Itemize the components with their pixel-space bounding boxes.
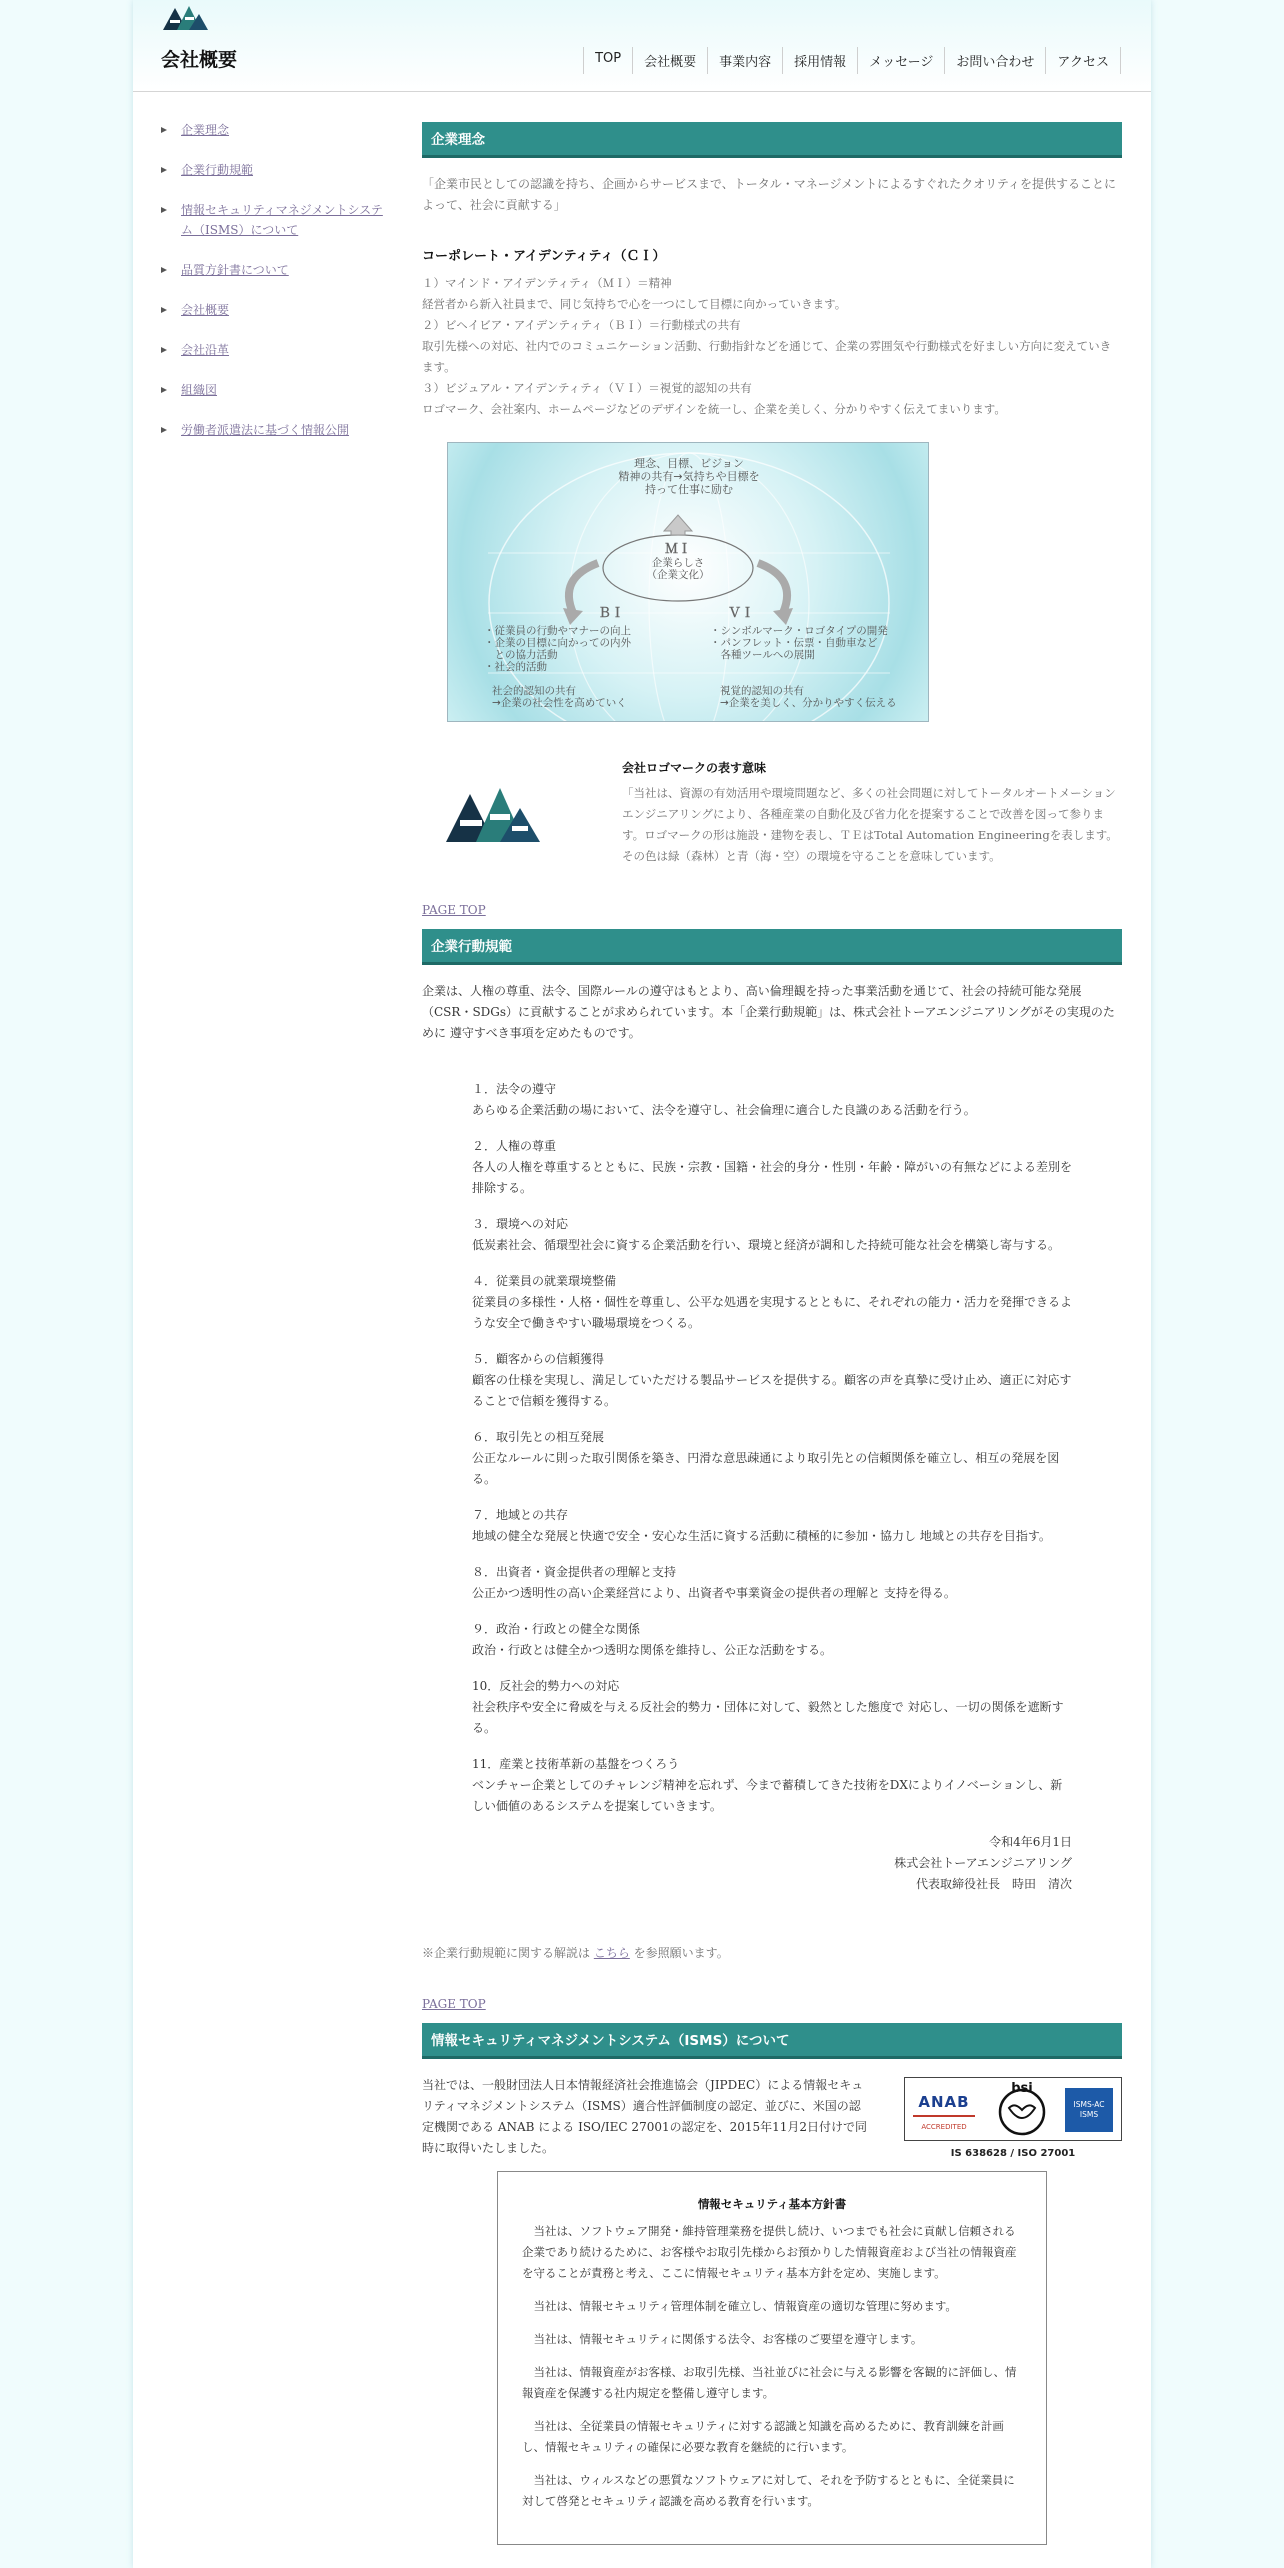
- conduct-item-title: １．法令の遵守: [472, 1082, 557, 1096]
- diagram-text: ・社会的活動: [484, 661, 547, 673]
- nav-business[interactable]: 事業内容: [707, 47, 782, 74]
- sidebar-link-conduct[interactable]: 企業行動規範: [181, 163, 254, 177]
- conduct-item-text: 公正かつ透明性の高い企業経営により、出資者や事業資金の提供者の理解と 支持を得る。: [472, 1586, 956, 1600]
- diagram-vi-bottom: [720, 685, 897, 709]
- ci-description: [422, 273, 1122, 420]
- conduct-item: [472, 1505, 1072, 1547]
- sidebar-item: [161, 200, 391, 240]
- ci-line: １）マインド・アイデンティティ（ＭＩ）＝精神: [422, 276, 672, 290]
- diagram-text: との協力活動: [484, 649, 558, 661]
- conduct-item: [472, 1754, 1072, 1817]
- nav-access[interactable]: アクセス: [1045, 47, 1121, 74]
- conduct-intro: 企業は、人権の尊重、法令、国際ルールの遵守はもとより、高い倫理観を持った事業活動を通じて、社会の持続可能な発展（CSR・SDGs）に貢献することが求められています。本「企業行動規範」は、株式会社トーアエンジニアリングがその実現のために 遵守すべき事項を定めたものです。: [422, 984, 1115, 1040]
- bsi-badge-icon: [995, 2082, 1049, 2136]
- diagram-text: →企業の社会性を高めていく: [492, 697, 627, 709]
- conduct-item: [472, 1079, 1072, 1121]
- conduct-item-text: 社会秩序や安全に脅威を与える反社会的勢力・団体に対して、毅然とした態度で 対応し、一切の関係を遮断する。: [472, 1700, 1064, 1735]
- ci-line: 経営者から新入社員まで、同じ気持ちで心を一つにして目標に向かっていきます。: [422, 297, 847, 311]
- logo-meaning-block: [422, 758, 1122, 888]
- main-content: [422, 122, 1122, 2545]
- diagram-text: →企業を美しく、分かりやすく伝える: [720, 697, 897, 709]
- conduct-item: [472, 1214, 1072, 1256]
- conduct-item-title: ４．従業員の就業環境整備: [472, 1274, 617, 1288]
- isms-ac-label: ISMS-AC: [1073, 2100, 1105, 2109]
- conduct-item-text: 公正なルールに則った取引関係を築き、円滑な意思疎通により取引先との信頼関係を確立し、相互の発展を図る。: [472, 1451, 1060, 1486]
- diagram-text: ・シンボルマーク・ロゴタイプの開発: [710, 625, 888, 637]
- section-heading-isms: 情報セキュリティマネジメントシステム（ISMS）について: [422, 2023, 1122, 2059]
- signature-block: [472, 1832, 1072, 1895]
- conduct-item-title: ８．出資者・資金提供者の理解と支持: [472, 1565, 677, 1579]
- policy-paragraph: 当社は、情報セキュリティ管理体制を確立し、情報資産の適切な管理に努めます。: [533, 2299, 957, 2313]
- conduct-item-title: ６．取引先との相互発展: [472, 1430, 605, 1444]
- certification-badges: [904, 2077, 1122, 2141]
- ci-line: ２）ビヘイビア・アイデンティティ（ＢＩ）＝行動様式の共有: [422, 318, 741, 332]
- nav-top[interactable]: TOP: [583, 47, 632, 74]
- page: [133, 0, 1151, 2568]
- conduct-item-text: 地域の健全な発展と快適で安全・安心な生活に資する活動に積極的に参加・協力し 地域との共存を目指す。: [472, 1529, 1051, 1543]
- philosophy-intro: 「企業市民としての認識を持ち、企画からサービスまで、トータル・マネージメントによるすぐれたクオリティを提供することによって、社会に貢献する」: [422, 177, 1116, 212]
- conduct-item: [472, 1562, 1072, 1604]
- conduct-list: [472, 1079, 1072, 1895]
- policy-paragraph: 当社は、情報資産がお客様、お取引先様、当社並びに社会に与える影響を客観的に評価し、情報資産を保護する社内規定を整備し遵守します。: [522, 2365, 1017, 2400]
- sidebar-link-organization[interactable]: 組織図: [181, 383, 218, 397]
- bsi-label: bsi: [1011, 2081, 1033, 2096]
- global-nav: [583, 47, 1121, 74]
- conduct-item-text: あらゆる企業活動の場において、法令を遵守し、社会倫理に適合した良識のある活動を行う。: [472, 1103, 976, 1117]
- conduct-item-title: ７．地域との共存: [472, 1508, 569, 1522]
- conduct-item-text: 低炭素社会、循環型社会に資する企業活動を行い、環境と経済が調和した持続可能な社会を構築し寄与する。: [472, 1238, 1061, 1252]
- conduct-item-text: 顧客の仕様を実現し、満足していただける製品サービスを提供する。顧客の声を真摯に受け止め、適正に対応することで信頼を獲得する。: [472, 1373, 1072, 1408]
- conduct-note-text: ※企業行動規範に関する解説は: [422, 1946, 594, 1960]
- sidebar-item: [161, 300, 391, 320]
- diagram-bi-label: ＢＩ: [598, 606, 625, 621]
- signature-date: 令和4年6月1日: [989, 1835, 1072, 1849]
- diagram-bi-items: [484, 625, 631, 673]
- diagram-text: 理念、目標、ビジョン: [634, 457, 744, 470]
- conduct-note-text: を参照願います。: [629, 1946, 729, 1960]
- conduct-item-title: ３．環境への対応: [472, 1217, 569, 1231]
- sidebar-item: [161, 260, 391, 280]
- diagram-bi-bottom: [492, 685, 627, 709]
- diagram-text: 精神の共有→気持ちや目標を: [618, 470, 760, 483]
- conduct-item: [472, 1427, 1072, 1490]
- diagram-vi-items: [710, 625, 888, 661]
- sidebar-item: [161, 120, 391, 140]
- conduct-item-title: ５．顧客からの信頼獲得: [472, 1352, 605, 1366]
- sidebar-item: [161, 380, 391, 400]
- cert-caption: IS 638628 / ISO 27001: [950, 2148, 1076, 2159]
- sidebar-link-philosophy[interactable]: 企業理念: [181, 123, 230, 137]
- diagram-text: ・従業員の行動やマナーの向上: [484, 625, 631, 637]
- anab-badge-icon: [913, 2092, 975, 2131]
- section-heading-conduct: 企業行動規範: [422, 929, 1122, 965]
- policy-paragraph: 当社は、全従業員の情報セキュリティに対する認識と知識を高めるために、教育訓練を計画し、情報セキュリティの確保に必要な教育を継続的に行います。: [522, 2419, 1004, 2454]
- diagram-top-text: [448, 457, 929, 496]
- conduct-item: [472, 1676, 1072, 1739]
- isms-ac-sub-label: ISMS: [1079, 2110, 1099, 2119]
- policy-paragraph: 当社は、ウィルスなどの悪質なソフトウェアに対して、それを予防するとともに、全従業員に対して啓発とセキュリティ認識を高める教育を行います。: [522, 2473, 1015, 2508]
- conduct-item: [472, 1349, 1072, 1412]
- diagram-text: ・企業の目標に向かっての内外: [484, 637, 631, 649]
- sidebar-link-isms[interactable]: 情報セキュリティマネジメントシステム（ISMS）について: [181, 203, 383, 237]
- nav-message[interactable]: メッセージ: [857, 47, 944, 74]
- diagram-text: 社会的認知の共有: [492, 685, 576, 697]
- sidebar-link-quality[interactable]: 品質方針書について: [181, 263, 289, 277]
- diagram-text: 企業らしさ: [651, 557, 705, 569]
- isms-ac-badge-icon: [1065, 2088, 1113, 2132]
- diagram-text: 視覚的認知の共有: [720, 685, 804, 697]
- conduct-item-title: 10．反社会的勢力への対応: [472, 1679, 620, 1693]
- sidebar-nav: [161, 120, 391, 460]
- company-logo-icon[interactable]: [161, 2, 209, 32]
- ci-title: コーポレート・アイデンティティ（ＣＩ）: [422, 249, 666, 264]
- conduct-item-title: ２．人権の尊重: [472, 1139, 557, 1153]
- sidebar-item: [161, 160, 391, 180]
- diagram-text: （企業文化）: [646, 569, 710, 581]
- ci-diagram: [447, 442, 929, 722]
- nav-company[interactable]: 会社概要: [632, 47, 707, 74]
- logo-meaning-text: 「当社は、資源の有効活用や環境問題など、多くの社会問題に対してトータルオートメーションエンジニアリングにより、各種産業の自動化及び省力化を提案することで改善を図って参ります。ロゴマークの形は施設・建物を表し、ＴＥはTotal Automation Engineeringを表します。その色は緑（森林）と青（海・空）の環境を守ることを意味しています。: [622, 786, 1118, 863]
- security-policy-title: 情報セキュリティ基本方針書: [697, 2197, 847, 2211]
- anab-sub-label: ACCREDITED: [913, 2115, 975, 2138]
- sidebar-link-overview[interactable]: 会社概要: [181, 303, 230, 317]
- page-top-link[interactable]: PAGE TOP: [422, 1997, 486, 2011]
- signature-company: 株式会社トーアエンジニアリング: [894, 1856, 1072, 1870]
- policy-paragraph: 当社は、ソフトウェア開発・維持管理業務を提供し続け、いつまでも社会に貢献し信頼される企業であり続けるために、お客様やお取引先様からお預かりした情報資産および当社の情報資産を守ることが責務と考え、ここに情報セキュリティ基本方針を定め、実施します。: [522, 2224, 1017, 2280]
- site-header: [133, 0, 1151, 92]
- conduct-item-text: ベンチャー企業としてのチャレンジ精神を忘れず、今まで蓄積してきた技術をDXによりイノベーションし、新しい価値のあるシステムを提案していきます。: [472, 1778, 1063, 1813]
- conduct-item-text: 政治・行政とは健全かつ透明な関係を維持し、公正な活動をする。: [472, 1643, 833, 1657]
- page-title: 会社概要: [161, 49, 238, 71]
- company-logo-large-icon: [442, 780, 542, 846]
- diagram-vi-label: ＶＩ: [728, 606, 755, 621]
- conduct-item: [472, 1619, 1072, 1661]
- security-policy-box: [497, 2171, 1047, 2545]
- nav-recruit[interactable]: 採用情報: [782, 47, 857, 74]
- anab-label: ANAB: [918, 2093, 970, 2111]
- ci-line: ロゴマーク、会社案内、ホームページなどのデザインを統一し、企業を美しく、分かりやすく伝えてまいります。: [422, 402, 1006, 416]
- sidebar-item: [161, 340, 391, 360]
- sidebar-link-dispatch[interactable]: 労働者派遣法に基づく情報公開: [181, 423, 350, 437]
- nav-contact[interactable]: お問い合わせ: [944, 47, 1045, 74]
- section-heading-philosophy: 企業理念: [422, 122, 1122, 158]
- isms-intro-block: [422, 2075, 1122, 2171]
- conduct-item: [472, 1271, 1072, 1334]
- ci-line: ３）ビジュアル・アイデンティティ（ＶＩ）＝視覚的認知の共有: [422, 381, 752, 395]
- conduct-item: [472, 1136, 1072, 1199]
- diagram-text: ・パンフレット・伝票・自動車など: [710, 637, 878, 649]
- diagram-text: 持って仕事に励む: [645, 483, 733, 496]
- conduct-item-text: 各人の人権を尊重するとともに、民族・宗教・国籍・社会的身分・性別・年齢・障がいの有無などによる差別を排除する。: [472, 1160, 1073, 1195]
- ci-line: 取引先様への対応、社内でのコミュニケーション活動、行動指針などを通じて、企業の雰囲気や行動様式を好ましい方向に変えていきます。: [422, 339, 1112, 374]
- conduct-note: [422, 1943, 1122, 1964]
- diagram-mi-label: ＭＩ: [664, 542, 691, 557]
- diagram-mi-sub: [638, 557, 718, 581]
- logo-meaning-title: 会社ロゴマークの表す意味: [622, 761, 767, 775]
- diagram-text: 各種ツールへの展開: [710, 649, 815, 661]
- conduct-item-title: 11．産業と技術革新の基盤をつくろう: [472, 1757, 680, 1771]
- page-top-link[interactable]: PAGE TOP: [422, 903, 486, 917]
- conduct-item-text: 従業員の多様性・人格・個性を尊重し、公平な処遇を実現するとともに、それぞれの能力・活力を発揮できるような安全で働きやすい職場環境をつくる。: [472, 1295, 1073, 1330]
- isms-intro: 当社では、一般財団法人日本情報経済社会推進協会（JIPDEC）による情報セキュリティマネジメントシステム（ISMS）適合性評価制度の認定、並びに、米国の認定機関である ANAB による ISO/IEC 27001の認定を、2015年11月2日付けで同時に取得いたしました。: [422, 2078, 868, 2155]
- policy-paragraph: 当社は、情報セキュリティに関係する法令、お客様のご要望を遵守します。: [533, 2332, 923, 2346]
- sidebar-link-history[interactable]: 会社沿革: [181, 343, 230, 357]
- conduct-item-title: ９．政治・行政との健全な関係: [472, 1622, 641, 1636]
- conduct-guide-link[interactable]: こちら: [593, 1946, 630, 1960]
- signature-name: 代表取締役社長 時田 清次: [915, 1877, 1072, 1891]
- sidebar-item: [161, 420, 391, 440]
